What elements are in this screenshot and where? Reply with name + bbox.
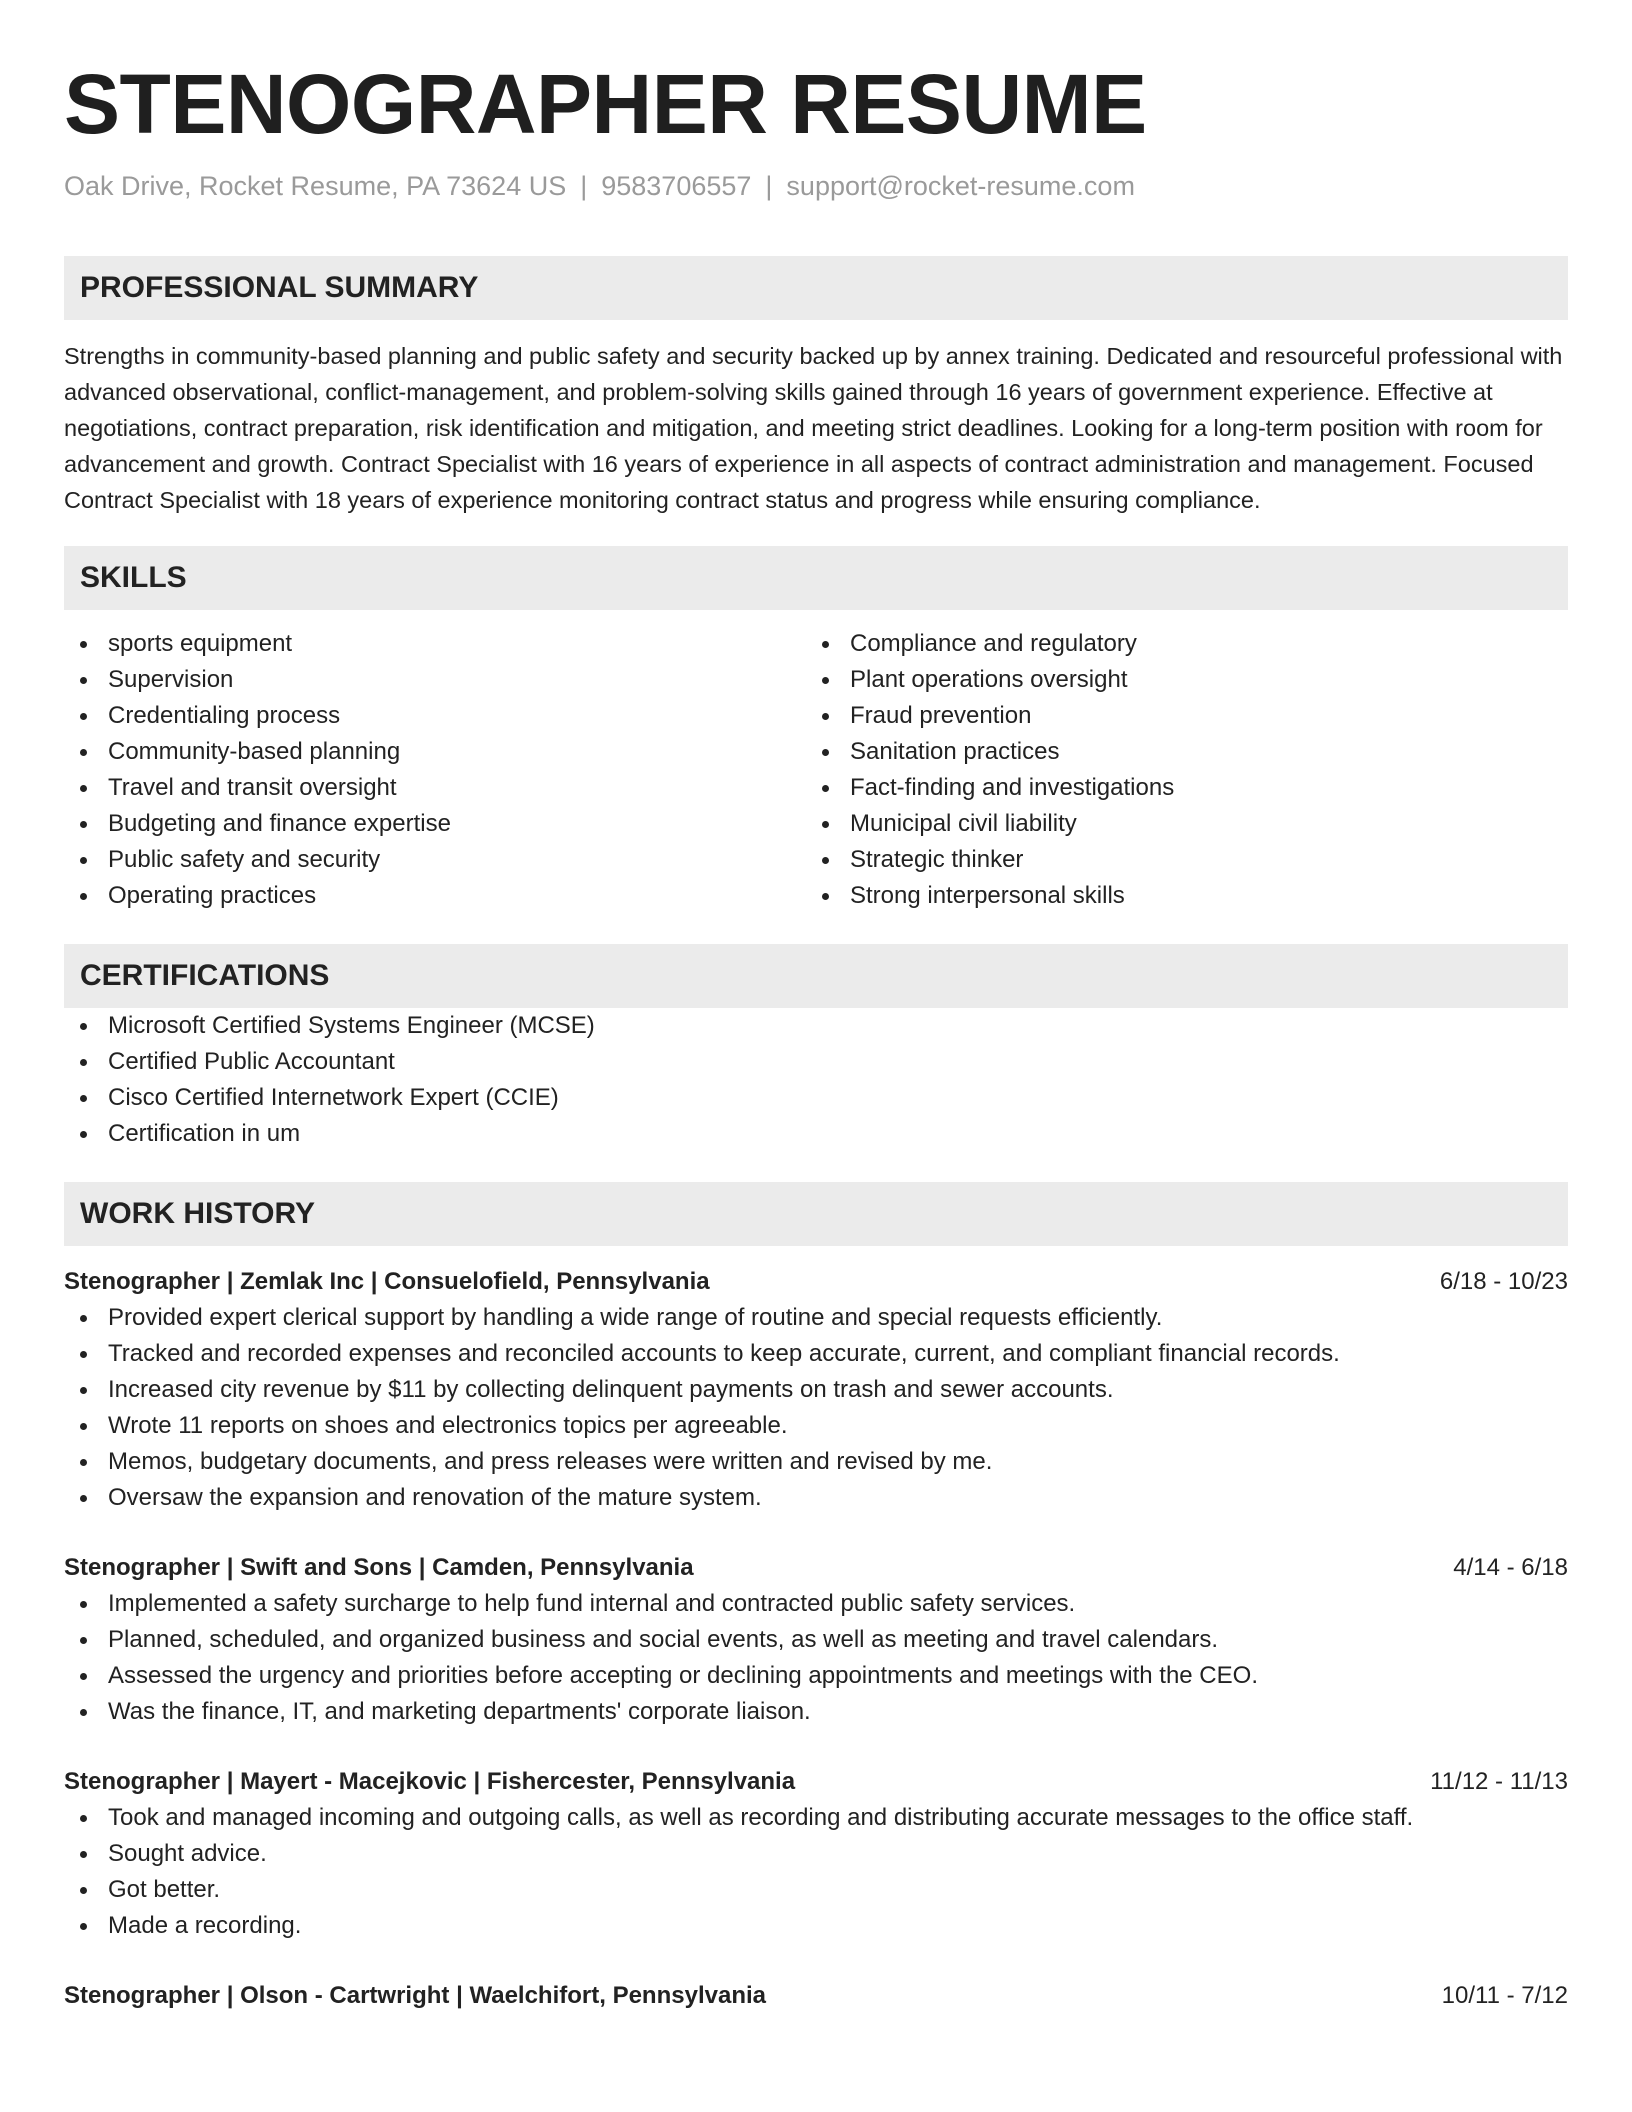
skill-item: Supervision: [64, 662, 806, 698]
skills-column-right: [806, 626, 1548, 914]
skill-item: Plant operations oversight: [806, 662, 1548, 698]
skills-column-left: [64, 626, 806, 914]
certification-item: Cisco Certified Internetwork Expert (CCIE): [64, 1080, 1568, 1116]
job-duty-item: Planned, scheduled, and organized business and social events, as well as meeting and travel calendars.: [64, 1622, 1568, 1658]
skill-item: Budgeting and finance expertise: [64, 806, 806, 842]
contact-separator: |: [765, 171, 773, 201]
skill-item: Credentialing process: [64, 698, 806, 734]
job-entry: [64, 1550, 1568, 1730]
job-entry: [64, 1264, 1568, 1516]
certifications-list: [64, 1008, 1568, 1152]
job-heading-row: [64, 1264, 1568, 1300]
job-dates: 6/18 - 10/23: [1439, 1268, 1568, 1295]
job-duty-item: Assessed the urgency and priorities before accepting or declining appointments and meetings with the CEO.: [64, 1658, 1568, 1694]
job-duty-item: Made a recording.: [64, 1908, 1568, 1944]
job-duty-item: Oversaw the expansion and renovation of the mature system.: [64, 1480, 1568, 1516]
skill-item: Strategic thinker: [806, 842, 1548, 878]
job-duty-item: Increased city revenue by $11 by collecting delinquent payments on trash and sewer accounts.: [64, 1372, 1568, 1408]
job-duties-list: [64, 1800, 1568, 1944]
job-duty-item: Was the finance, IT, and marketing departments' corporate liaison.: [64, 1694, 1568, 1730]
contact-email: support@rocket-resume.com: [786, 171, 1135, 201]
skill-item: sports equipment: [64, 626, 806, 662]
skill-item: Sanitation practices: [806, 734, 1548, 770]
skill-item: Public safety and security: [64, 842, 806, 878]
job-heading: Stenographer | Olson - Cartwright | Waelchifort, Pennsylvania: [64, 1982, 766, 2009]
job-duties-list: [64, 1300, 1568, 1516]
skill-item: Operating practices: [64, 878, 806, 914]
job-duties-list: [64, 1586, 1568, 1730]
job-entry: [64, 1764, 1568, 1944]
job-heading: Stenographer | Mayert - Macejkovic | Fishercester, Pennsylvania: [64, 1768, 796, 1795]
contact-line: [64, 168, 1568, 204]
skill-item: Fraud prevention: [806, 698, 1548, 734]
job-dates: 11/12 - 11/13: [1430, 1768, 1568, 1795]
certification-item: Certified Public Accountant: [64, 1044, 1568, 1080]
job-duty-item: Provided expert clerical support by handling a wide range of routine and special requests efficiently.: [64, 1300, 1568, 1336]
section-header-certifications: CERTIFICATIONS: [64, 944, 1568, 1008]
resume-title: STENOGRAPHER RESUME: [64, 57, 1147, 151]
skill-item: Strong interpersonal skills: [806, 878, 1548, 914]
job-heading: Stenographer | Swift and Sons | Camden, Pennsylvania: [64, 1554, 694, 1581]
contact-separator: |: [580, 171, 588, 201]
job-duty-item: Wrote 11 reports on shoes and electronics topics per agreeable.: [64, 1408, 1568, 1444]
job-heading: Stenographer | Zemlak Inc | Consuelofield, Pennsylvania: [64, 1268, 710, 1295]
skill-item: Compliance and regulatory: [806, 626, 1548, 662]
section-header-summary: PROFESSIONAL SUMMARY: [64, 256, 1568, 320]
job-duty-item: Tracked and recorded expenses and reconciled accounts to keep accurate, current, and compliant financial records.: [64, 1336, 1568, 1372]
job-duty-item: Implemented a safety surcharge to help fund internal and contracted public safety services.: [64, 1586, 1568, 1622]
job-duty-item: Got better.: [64, 1872, 1568, 1908]
contact-address: Oak Drive, Rocket Resume, PA 73624 US: [64, 171, 567, 201]
skills-list-right: [806, 626, 1548, 914]
section-header-skills: SKILLS: [64, 546, 1568, 610]
resume-page: [64, 56, 1568, 2014]
job-duty-item: Took and managed incoming and outgoing calls, as well as recording and distributing accurate messages to the office staff.: [64, 1800, 1568, 1836]
job-heading-row: [64, 1550, 1568, 1586]
contact-phone: 9583706557: [601, 171, 752, 201]
job-dates: 4/14 - 6/18: [1453, 1554, 1568, 1581]
skill-item: Municipal civil liability: [806, 806, 1548, 842]
skill-item: Community-based planning: [64, 734, 806, 770]
job-heading-row: [64, 1978, 1568, 2014]
skill-item: Fact-finding and investigations: [806, 770, 1548, 806]
job-dates: 10/11 - 7/12: [1441, 1982, 1568, 2009]
certification-item: Microsoft Certified Systems Engineer (MCSE): [64, 1008, 1568, 1044]
certification-item: Certification in um: [64, 1116, 1568, 1152]
skills-list-left: [64, 626, 806, 914]
skills-grid: [64, 626, 1568, 914]
job-duty-item: Sought advice.: [64, 1836, 1568, 1872]
skill-item: Travel and transit oversight: [64, 770, 806, 806]
section-header-work-history: WORK HISTORY: [64, 1182, 1568, 1246]
summary-text: Strengths in community-based planning and public safety and security backed up by annex training. Dedicated and resourceful professional with advanced observational, conflict-management, and problem-solving skills gained through 16 years of government experience. Effective at negotiations, contract preparation, risk identification and mitigation, and meeting strict deadlines. Looking for a long-term position with room for advancement and growth. Contract Specialist with 16 years of experience in all aspects of contract administration and management. Focused Contract Specialist with 18 years of experience monitoring contract status and progress while ensuring compliance.: [64, 343, 1563, 513]
job-heading-row: [64, 1764, 1568, 1800]
job-entry: [64, 1978, 1568, 2014]
job-duty-item: Memos, budgetary documents, and press releases were written and revised by me.: [64, 1444, 1568, 1480]
